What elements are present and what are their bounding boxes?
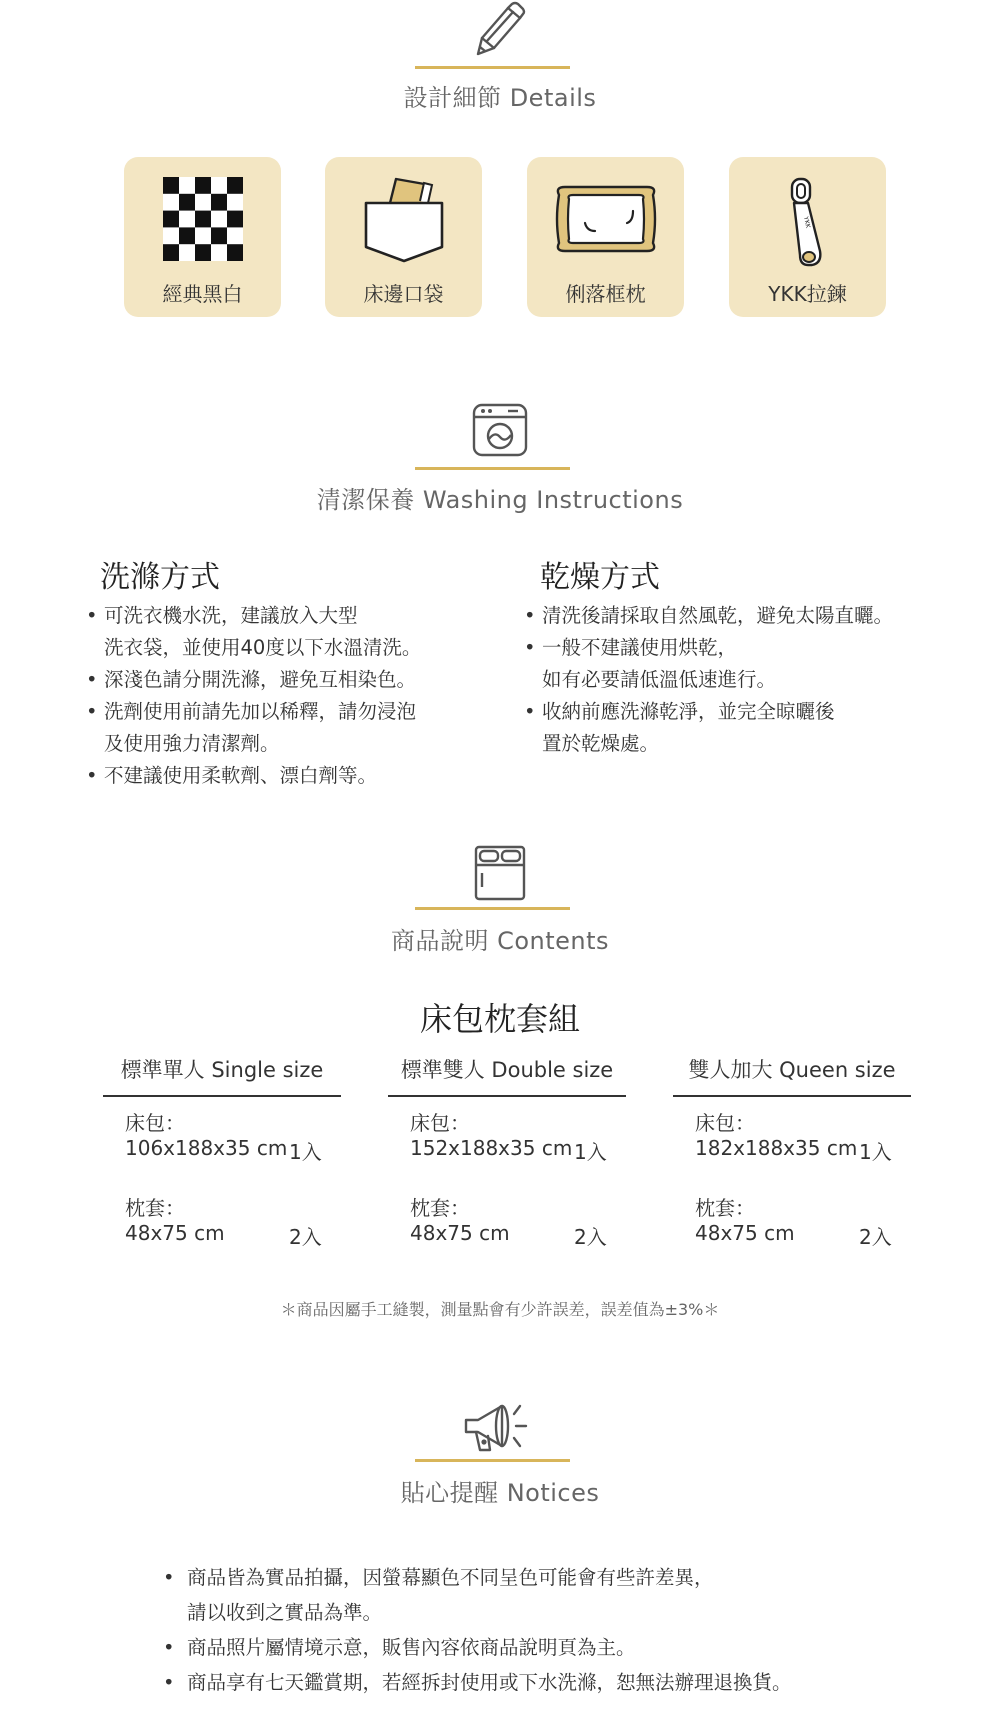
feature-card-pocket (325, 157, 482, 317)
dry-method-list (524, 600, 893, 760)
size-column-queen (673, 1055, 911, 1255)
details-divider (415, 66, 570, 69)
fitted-size: 106x188x35 cm (125, 1136, 288, 1160)
pillow-icon (551, 183, 661, 259)
contents-divider (415, 907, 570, 910)
fitted-qty: 1入 (859, 1140, 892, 1164)
fitted-label: 床包： (695, 1111, 755, 1135)
pillowcase-label: 枕套： (695, 1196, 755, 1220)
washing-title: 清潔保養 Washing Instructions (316, 486, 684, 514)
pillowcase-label: 枕套： (125, 1196, 185, 1220)
feature-card-pillow (527, 157, 684, 317)
list-item: • 商品照片屬情境示意，販售內容依商品說明頁為主。 (163, 1630, 792, 1665)
feature-label: YKK拉鍊 (768, 282, 847, 306)
fitted-qty: 1入 (574, 1140, 607, 1164)
pillowcase-size: 48x75 cm (410, 1221, 510, 1245)
feature-label: 床邊口袋 (363, 282, 444, 306)
pillowcase-qty: 2入 (859, 1225, 892, 1249)
pillowcase-qty: 2入 (574, 1225, 607, 1249)
dry-method-heading: 乾燥方式 (540, 560, 660, 595)
washing-machine-icon (472, 403, 528, 461)
feature-card-black-white (124, 157, 281, 317)
list-item: • 一般不建議使用烘乾， 如有必要請低溫低速進行。 (524, 632, 893, 696)
list-item: • 清洗後請採取自然風乾，避免太陽直曬。 (524, 600, 893, 632)
size-name: 標準單人 Single size (103, 1055, 341, 1097)
bed-icon (474, 845, 526, 905)
feature-card-zipper (729, 157, 886, 317)
pillowcase-qty: 2入 (289, 1225, 322, 1249)
fitted-qty: 1入 (289, 1140, 322, 1164)
fitted-size: 182x188x35 cm (695, 1136, 858, 1160)
fitted-label: 床包： (410, 1111, 470, 1135)
size-column-single (103, 1055, 341, 1255)
list-item: • 收納前應洗滌乾淨，並完全晾曬後 置於乾燥處。 (524, 696, 893, 760)
size-column-double (388, 1055, 626, 1255)
product-title: 床包枕套組 (419, 1000, 580, 1038)
list-item: • 洗劑使用前請先加以稀釋，請勿浸泡 及使用強力清潔劑。 (86, 696, 421, 760)
feature-label: 俐落框枕 (565, 282, 646, 306)
zipper-icon (778, 177, 838, 273)
wash-method-heading: 洗滌方式 (100, 560, 220, 595)
wash-method-list (86, 600, 421, 792)
list-item: • 可洗衣機水洗，建議放入大型 洗衣袋，並使用40度以下水溫清洗。 (86, 600, 421, 664)
checkerboard-icon (163, 177, 243, 265)
fitted-label: 床包： (125, 1111, 185, 1135)
list-item: • 商品享有七天鑑賞期，若經拆封使用或下水洗滌，恕無法辦理退換貨。 (163, 1665, 792, 1700)
size-name: 標準雙人 Double size (388, 1055, 626, 1097)
pillowcase-size: 48x75 cm (695, 1221, 795, 1245)
notices-title: 貼心提醒 Notices (400, 1479, 600, 1507)
notices-list (163, 1560, 792, 1700)
washing-divider (415, 467, 570, 470)
notices-divider (415, 1459, 570, 1462)
list-item: • 深淺色請分開洗滌，避免互相染色。 (86, 664, 421, 696)
list-item: • 商品皆為實品拍攝，因螢幕顯色不同呈色可能會有些許差異， 請以收到之實品為準。 (163, 1560, 792, 1630)
megaphone-icon (462, 1398, 538, 1460)
pillowcase-size: 48x75 cm (125, 1221, 225, 1245)
feature-label: 經典黑白 (162, 282, 243, 306)
contents-title: 商品說明 Contents (390, 927, 610, 955)
fitted-size: 152x188x35 cm (410, 1136, 573, 1160)
pillowcase-label: 枕套： (410, 1196, 470, 1220)
zipper-brand-text: YKK (801, 215, 811, 229)
details-title: 設計細節 Details (403, 84, 597, 112)
size-name: 雙人加大 Queen size (673, 1055, 911, 1097)
pencil-icon (468, 0, 532, 62)
list-item: • 不建議使用柔軟劑、漂白劑等。 (86, 760, 421, 792)
pocket-icon (362, 173, 446, 267)
measurement-note: ＊商品因屬手工縫製，測量點會有少許誤差，誤差值為±3%＊ (280, 1300, 720, 1319)
